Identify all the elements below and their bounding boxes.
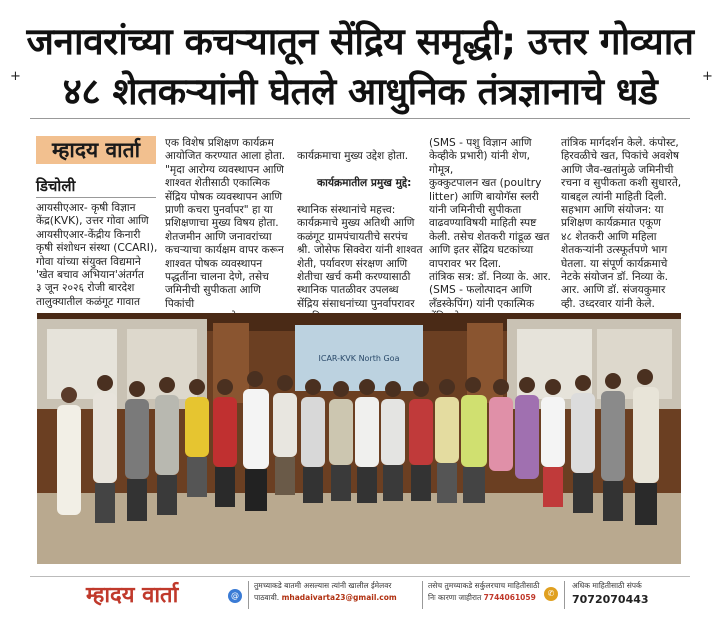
footer-ad-line-1: तसेच तुमच्याकडे सर्कुलरचाच माहितीसाठी <box>428 581 540 590</box>
projector-screen-text: ICAR-KVK North Goa <box>318 354 400 363</box>
column-3-subheading: कार्यक्रमातील प्रमुख मुद्दे: <box>317 177 412 190</box>
dateline: डिचोली <box>36 177 76 195</box>
article-column-1: आयसीएआर- कृषी विज्ञान केंद्र(KVK), उत्तर गोवा आणि आयसीएआर-केंद्रीय किनारी कृषी संशोधन संस्था (CCARI), गोवा यांच्या संयुक्त विद्यमाने 'खेत बचाव अभियान'अंतर्गत ३ जून २०२६ रोजी बारदेश तालुक्यातील कळंगूट गावात <box>36 202 158 308</box>
group-photo <box>37 313 681 564</box>
headline-rule <box>30 118 690 119</box>
footer-divider-2 <box>422 581 423 609</box>
footer-email: mhadaivarta23@gmail.com <box>281 593 397 602</box>
article-column-2: एक विशेष प्रशिक्षण कार्यक्रम आयोजित करण्यात आला होता. "मृदा आरोग्य व्यवस्थापन आणि शाश्वत शेतीसाठी एकात्मिक सेंद्रिय पोषक व्यवस्थापन आणि प्राणी कचरा पुनर्वापर" हा या प्रशिक्षणाचा मुख्य विषय होता. शेतजमीन आणि जनावरांच्या कचऱ्याचा कार्यक्षम वापर करून शाश्वत पोषक व्यवस्थापन पद्धतींना चालना देणे, तसेच जमिनीची सुपीकता आणि पिकांची <box>165 137 286 310</box>
headline-line-1: जनावरांच्या कचऱ्यातून सेंद्रिय समृद्धी; उत्तर गोव्यात <box>26 20 694 63</box>
article-column-4: (SMS - पशु विज्ञान आणि केव्हीके प्रभारी) यांनी शेण, गोमूत्र, कुक्कुटपालन खत (poultry litter) आणि बायोगॅस स्लरी यांनी जमिनीची सुपीकता वाढवण्याविषयी माहिती स्पष्ट केली. तसेच शेतकरी गांडूळ खत आणि इतर सेंद्रिय घटकांच्या वापरावर भर दिला. तांत्रिक सत्र: डॉ. निव्या के. आर. (SMS - फलोत्पादन आणि लॅंडस्केपिंग) यांनी एकात्मिक <box>429 137 551 310</box>
footer-contact-number: 7072070443 <box>572 593 649 606</box>
phone-icon: ✆ <box>544 587 558 601</box>
masthead-banner: म्हादय वार्ता <box>36 136 156 164</box>
dateline-rule <box>36 197 156 198</box>
page-footer <box>30 576 690 613</box>
email-icon: @ <box>228 589 242 603</box>
footer-news-text: पाठवावी. <box>254 593 280 602</box>
column-3-body: स्थानिक संस्थानांचे महत्त्व: कार्यक्रमाचे मुख्य अतिथी आणि कळंगूट ग्रामपंचायतीचे सरपंच श्री. जोसेफ सिक्वेरा यांनी शाश्वत शेती, पर्यावरण संरक्षण आणि शेतीचा खर्च कमी करण्यासाठी स्थानिक पातळीवर उपलब्ध सेंद्रिय संसाधनांच्या पुनर्वापरावर <box>297 204 423 310</box>
footer-news-line-2 <box>254 593 397 603</box>
footer-news-line-1: तुमच्याकडे बातमी असल्यास त्यांनी खालील ईमेलवर <box>254 581 392 590</box>
footer-ad-text: निः कारणा जाहीरात <box>428 593 482 602</box>
footer-brand-logo: म्हादय वार्ता <box>86 583 179 608</box>
headline-line-2: ४८ शेतकऱ्यांनी घेतले आधुनिक तंत्रज्ञानाचे धडे <box>62 70 658 113</box>
registration-mark-left: + <box>10 69 21 84</box>
footer-ad-line-2 <box>428 593 536 603</box>
article-column-5: तांत्रिक मार्गदर्शन केले. कंपोस्ट, हिरवळीचे खत, पिकांचे अवशेष आणि जैव-खतांमुळे जमिनीची रचना व सुपीकता कशी सुधारते, याबद्दल त्यांनी माहिती दिली. सहभाग आणि संयोजन: या प्रशिक्षण कार्यक्रमात एकूण ४८ शेतकरी आणि महिला शेतकऱ्यांनी उत्स्फूर्तपणे भाग घेतला. या संपूर्ण कार्यक्रमाचे नेटके संयोजन डॉ. निव्या के. आर. आणि डॉ. संजयकुमार व्ही. उध्दरवार यांनी केले. <box>561 137 682 310</box>
footer-ad-number: 7744061059 <box>483 593 536 602</box>
footer-divider-3 <box>564 581 565 609</box>
footer-divider-1 <box>248 581 249 609</box>
column-3-intro: कार्यक्रमाचा मुख्य उद्देश होता. <box>297 150 409 163</box>
footer-contact-label: अधिक माहितीसाठी संपर्क <box>572 581 642 590</box>
group-photo-illustration <box>37 313 681 564</box>
registration-mark-right: + <box>702 69 713 84</box>
